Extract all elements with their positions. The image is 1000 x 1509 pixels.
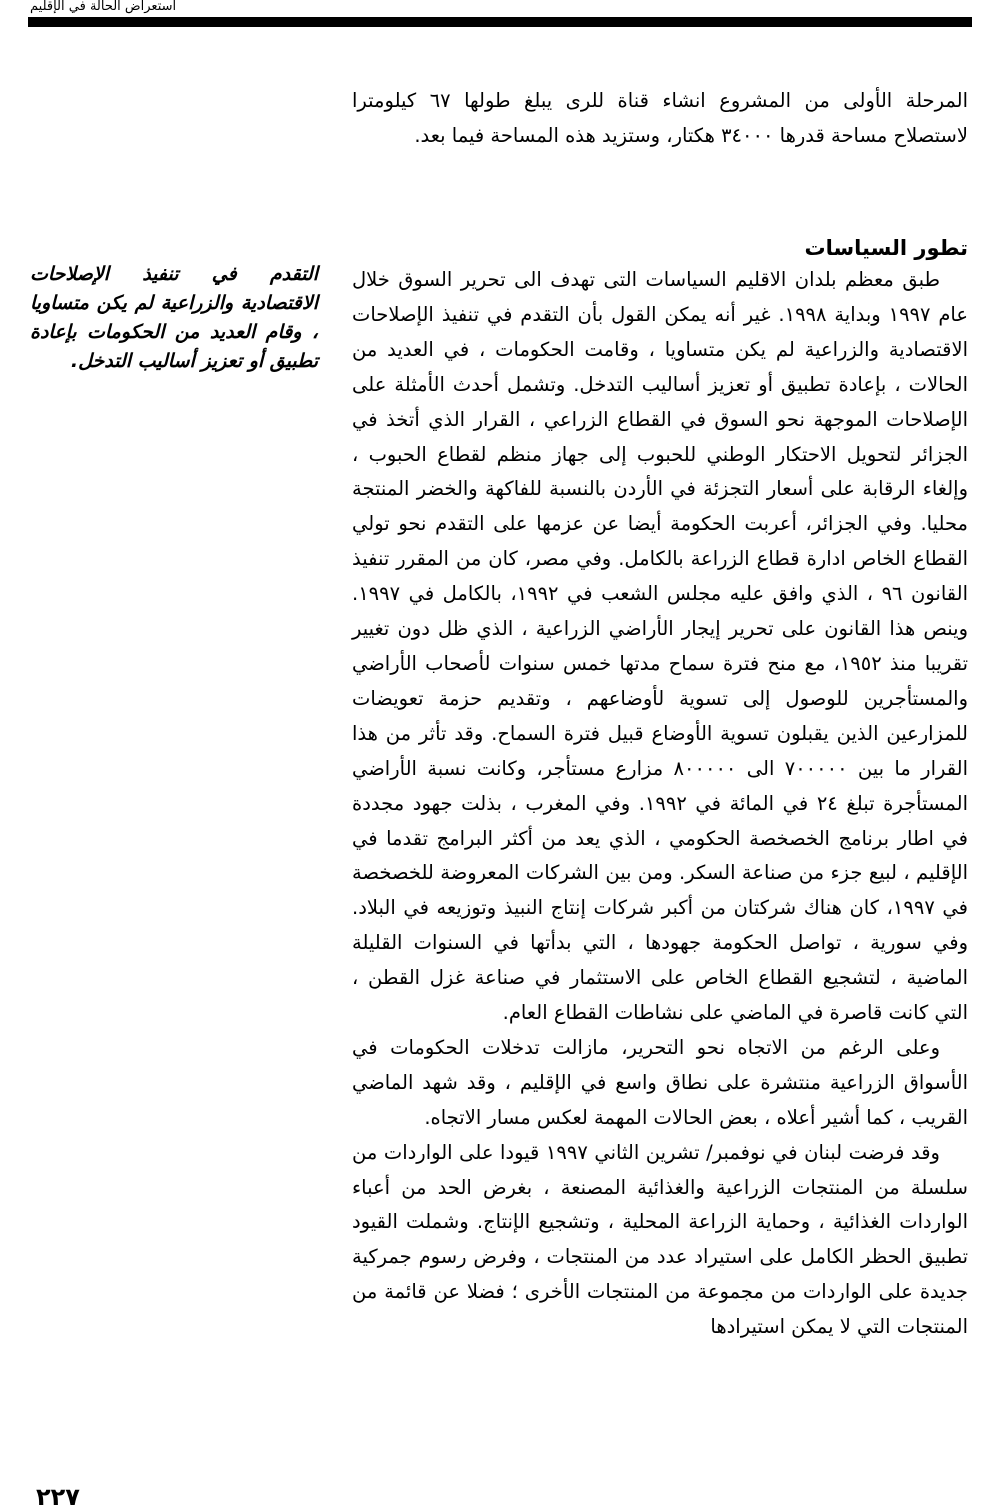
main-text-column bbox=[352, 84, 968, 1345]
sidebar-pull-quote: التقدم في تنفيذ الإصلاحات الاقتصادية والزراعية لم يكن متساويا ، وقام العديد من الحكومات بإعادة تطبيق أو تعزيز أساليب التدخل. bbox=[30, 263, 318, 372]
body-paragraph-1: طبق معظم بلدان الاقليم السياسات التى تهدف الى تحرير السوق خلال عام ١٩٩٧ وبداية ١٩٩٨. غير أنه يمكن القول بأن التقدم في تنفيذ الإصلاحات الاقتصادية والزراعية لم يكن متساويا ، وقامت الحكومات ، في العديد من الحالات ، بإعادة تطبيق أو تعزيز أساليب التدخل. وتشمل أحدث الأمثلة على الإصلاحات الموجهة نحو السوق في القطاع الزراعي ، القرار الذي أتخذ في الجزائر لتحويل الاحتكار الوطني للحبوب إلى جهاز منظم لقطاع الحبوب ، وإلغاء الرقابة على أسعار التجزئة في الأردن بالنسبة للفاكهة والخضر المنتجة محليا. وفي الجزائر، أعربت الحكومة أيضا عن عزمها على التقدم نحو تولي القطاع الخاص ادارة قطاع الزراعة بالكامل. وفي مصر، كان من المقرر تنفيذ القانون ٩٦ ، الذي وافق عليه مجلس الشعب في ١٩٩٢، بالكامل في ١٩٩٧. وينص هذا القانون على تحرير إيجار الأراضي الزراعية ، الذي ظل دون تغيير تقريبا منذ ١٩٥٢، مع منح فترة سماح مدتها خمس سنوات لأصحاب الأراضي والمستأجرين للوصول إلى تسوية لأوضاعهم ، وتقديم حزمة تعويضات للمزارعين الذين يقبلون تسوية الأوضاع قبيل فترة السماح. وقد تأثر من هذا القرار ما بين ٧٠٠٠٠٠ الى ٨٠٠٠٠٠ مزارع مستأجر، وكانت نسبة الأراضي المستأجرة تبلغ ٢٤ في المائة في ١٩٩٢. وفي المغرب ، بذلت جهود مجددة في اطار برنامج الخصخصة الحكومي ، الذي يعد من أكثر البرامج تقدما في الإقليم ، لبيع جزء من صناعة السكر. ومن بين الشركات المعروضة للخصخصة في ١٩٩٧، كان هناك شركتان من أكبر شركات إنتاج النبيذ وتوزيعه في البلاد. وفي سورية ، تواصل الحكومة جهودها ، التي بدأتها في السنوات القليلة الماضية ، لتشجيع القطاع الخاص على الاستثمار في صناعة غزل القطن ، التي كانت قاصرة في الماضي على نشاطات القطاع العام. bbox=[352, 268, 969, 1025]
body-paragraph-3: وقد فرضت لبنان في نوفمبر/ تشرين الثاني ١٩٩٧ قيودا على الواردات من سلسلة من المنتجات الزراعية والغذائية المصنعة ، بغرض الحد من أعباء الواردات الغذائية ، وحماية الزراعة المحلية ، وتشجيع الإنتاج. وشملت القيود تطبيق الحظر الكامل على استيراد عدد من المنتجات ، وفرض رسوم جمركية جديدة على الواردات من مجموعة من المنتجات الأخرى ؛ فضلا عن قائمة من المنتجات التي لا يمكن استيرادها bbox=[352, 1140, 968, 1339]
body-paragraph-2: وعلى الرغم من الاتجاه نحو التحرير، مازالت تدخلات الحكومات في الأسواق الزراعية منتشرة على نطاق واسع في الإقليم ، وقد شهد الماضي القريب ، كما أشير أعلاه ، بعض الحالات المهمة لعكس مسار الاتجاه. bbox=[352, 1035, 968, 1129]
intro-paragraph: المرحلة الأولى من المشروع انشاء قناة للرى يبلغ طولها ٦٧ كيلومترا لاستصلاح مساحة قدرها ٣٤٠٠٠ هكتار، وستزيد هذه المساحة فيما بعد. bbox=[352, 89, 969, 147]
header-rule bbox=[28, 17, 972, 27]
running-header-title: استعراض الحالة في الإقليم bbox=[30, 0, 177, 14]
page-number: ٢٢٧ bbox=[36, 1483, 80, 1509]
intro-block bbox=[352, 84, 968, 189]
section-heading: تطور السياسات bbox=[804, 236, 968, 260]
